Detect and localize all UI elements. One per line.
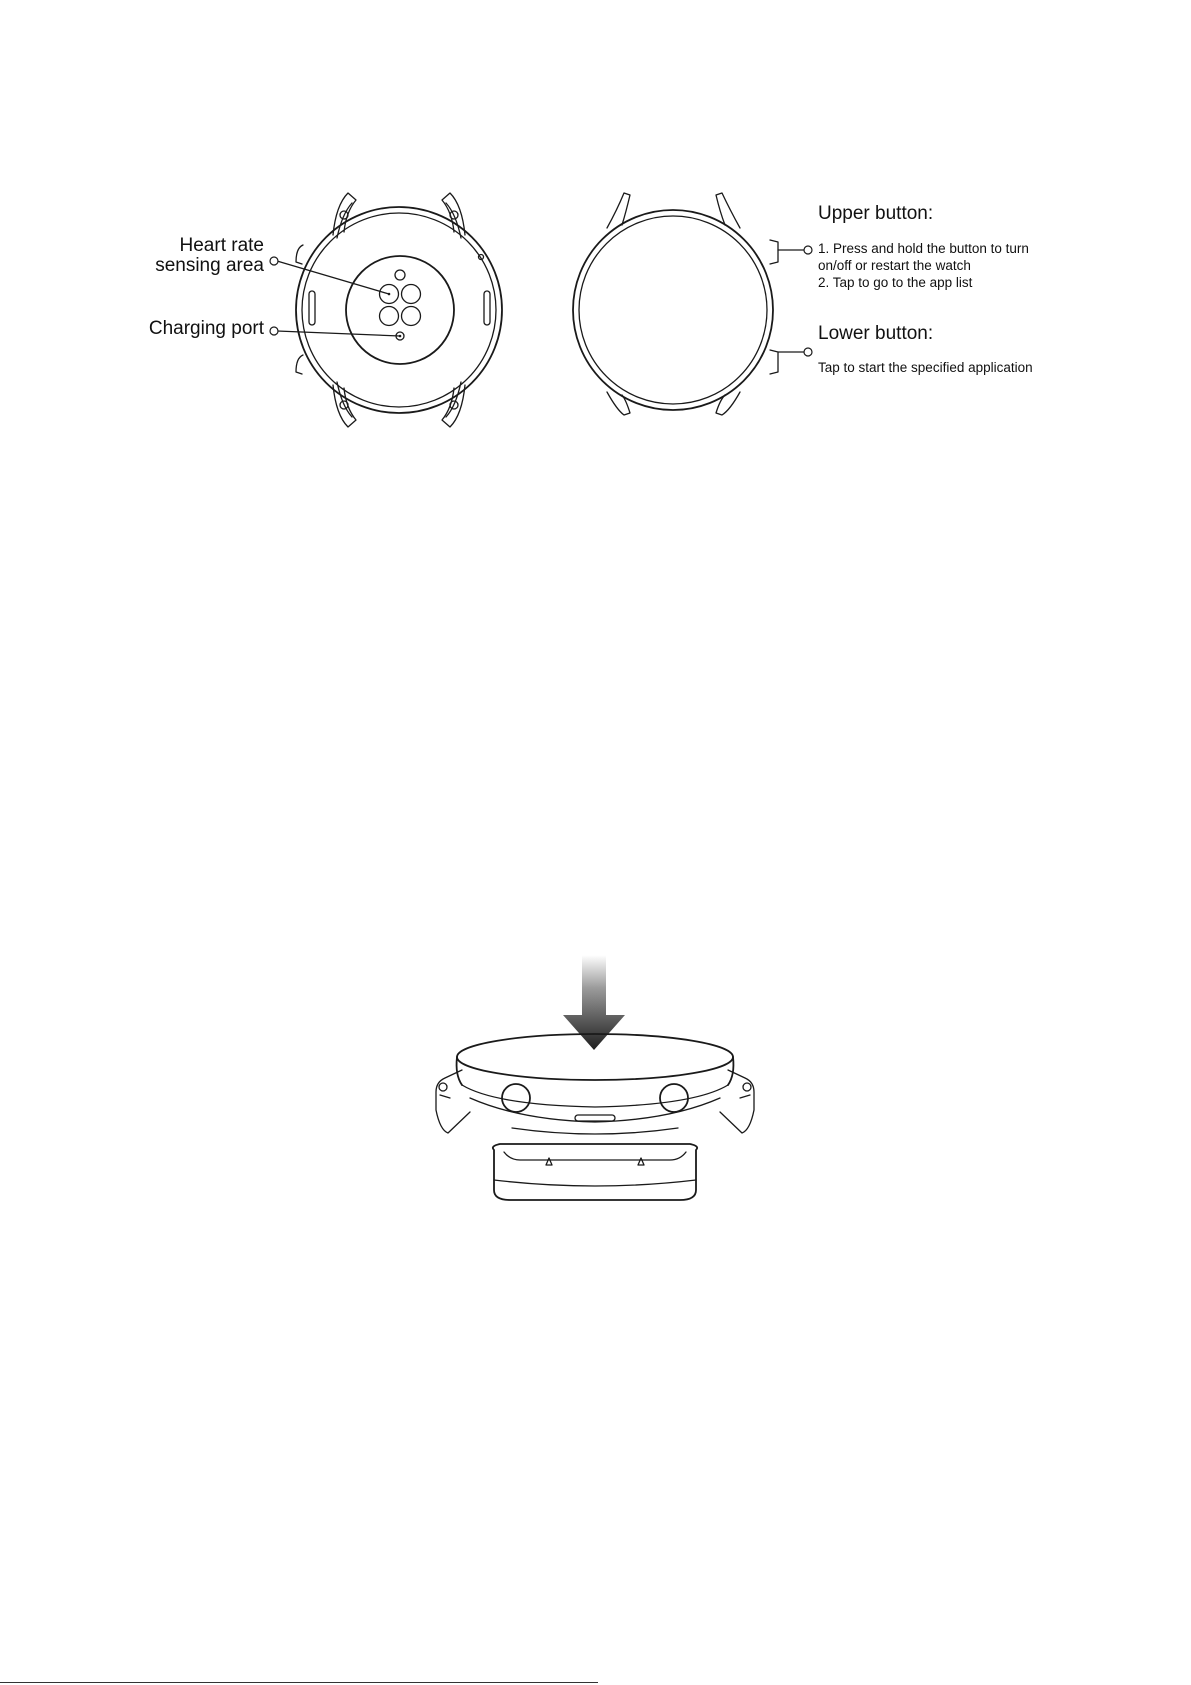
lower-button-title: Lower button: bbox=[818, 323, 934, 344]
charging-port-label: Charging port bbox=[148, 318, 264, 339]
heart-rate-label-line2: sensing area bbox=[155, 254, 264, 276]
upper-button-desc-1: 1. Press and hold the button to turn bbox=[818, 241, 1029, 256]
heart-rate-leader-line bbox=[277, 261, 389, 294]
upper-button-desc-2: 2. Tap to go to the app list bbox=[818, 275, 973, 290]
charging-dock bbox=[493, 1144, 697, 1200]
upper-button-description bbox=[818, 240, 1029, 291]
charging-port-leader-line bbox=[277, 331, 400, 336]
heart-rate-label-line1: Heart rate bbox=[179, 235, 264, 256]
footer-divider bbox=[0, 1682, 598, 1683]
charging-diagram bbox=[436, 955, 754, 1200]
down-arrow-icon bbox=[563, 955, 625, 1050]
upper-button-marker bbox=[804, 246, 812, 254]
watch-front-view bbox=[573, 193, 812, 415]
lower-button-description: Tap to start the specified application bbox=[818, 360, 1033, 375]
watch-back-view bbox=[270, 193, 502, 427]
heart-rate-label bbox=[155, 236, 264, 276]
upper-button-title: Upper button: bbox=[818, 203, 934, 224]
upper-button-desc-1b: on/off or restart the watch bbox=[818, 258, 971, 273]
lower-button-marker bbox=[804, 348, 812, 356]
